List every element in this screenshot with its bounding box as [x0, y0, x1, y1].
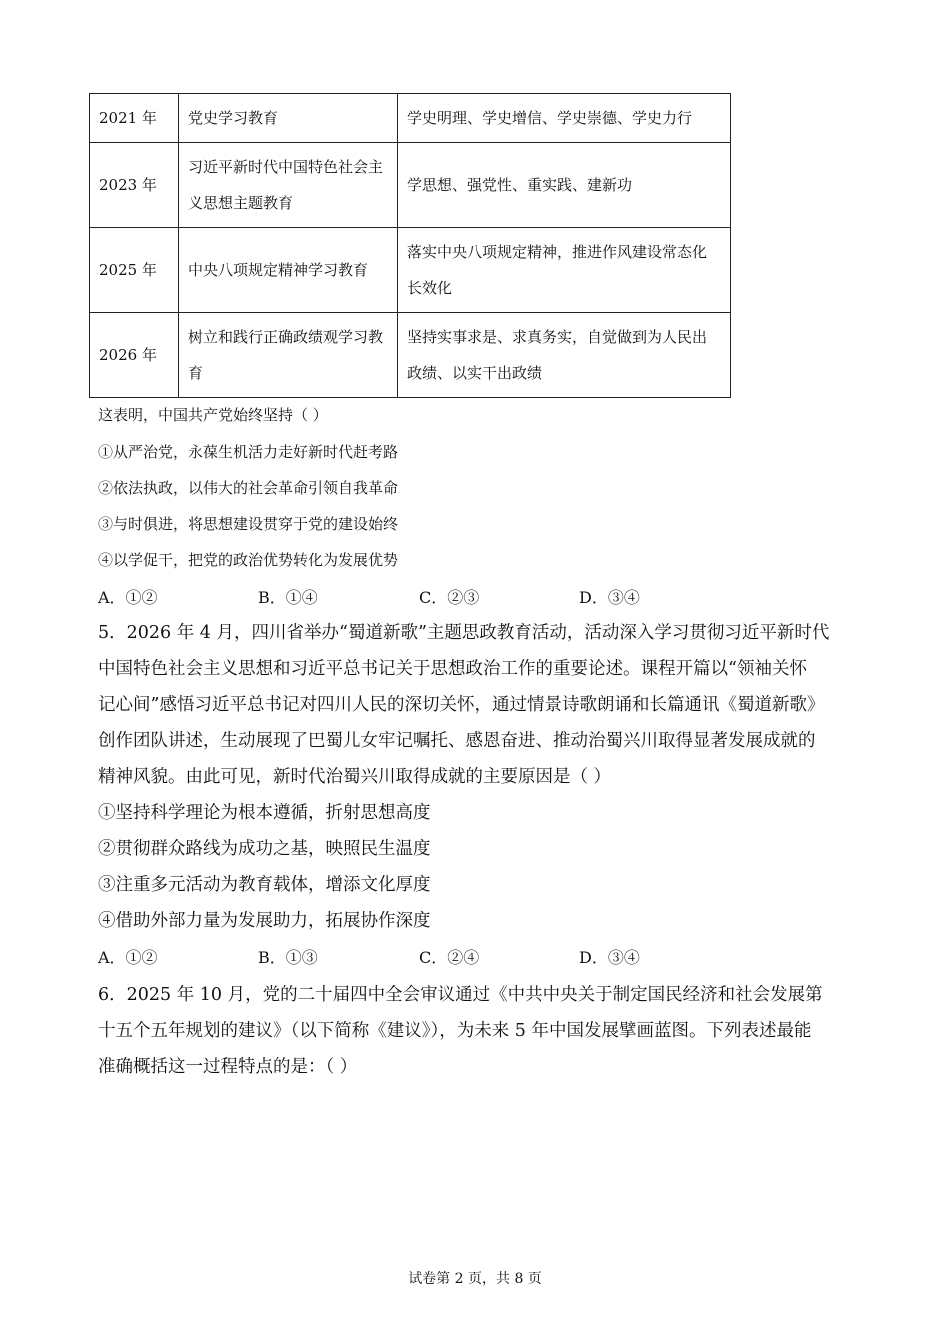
q5-text-line: 中国特色社会主义思想和习近平总书记关于思想政治工作的重要论述。课程开篇以“领袖关怀 [98, 659, 807, 679]
table-cell-year: 2026 年 [90, 313, 179, 398]
table-row [90, 143, 731, 228]
table-cell-year: 2021 年 [90, 94, 179, 143]
q5-text-line: 5．2026 年 4 月，四川省举办“蜀道新歌”主题思政教育活动，活动深入学习贯彻习近平新时代 [98, 623, 830, 643]
q4-option-b: B．①④ [258, 588, 318, 607]
q4-option-a: A．①② [98, 588, 158, 607]
q5-text-line: 创作团队讲述，生动展现了巴蜀儿女牢记嘱托、感恩奋进、推动治蜀兴川取得显著发展成就的 [98, 731, 816, 751]
q5-option-d: D．③④ [579, 948, 640, 967]
q6-text-line: 6．2025 年 10 月，党的二十届四中全会审议通过《中共中央关于制定国民经济和社会发展第 [98, 985, 823, 1005]
table-cell-name: 党史学习教育 [179, 94, 398, 143]
q5-item-3: ③注重多元活动为教育载体，增添文化厚度 [98, 875, 431, 895]
q4-stem: 这表明，中国共产党始终坚持（ ） [98, 406, 328, 424]
table-cell-year: 2025 年 [90, 228, 179, 313]
q4-item-3: ③与时俱进，将思想建设贯穿于党的建设始终 [98, 515, 399, 533]
page-footer: 试卷第 2 页，共 8 页 [408, 1271, 542, 1287]
q5-text-line: 精神风貌。由此可见，新时代治蜀兴川取得成就的主要原因是（ ） [98, 767, 612, 787]
q4-option-d: D．③④ [579, 588, 640, 607]
table-cell-year: 2023 年 [90, 143, 179, 228]
q5-item-2: ②贯彻群众路线为成功之基，映照民生温度 [98, 839, 431, 859]
q6-text-line: 十五个五年规划的建议》（以下简称《建议》），为未来 5 年中国发展擘画蓝图。下列表述最能 [98, 1021, 812, 1041]
q5-item-4: ④借助外部力量为发展助力，拓展协作深度 [98, 911, 431, 931]
q5-item-1: ①坚持科学理论为根本遵循，折射思想高度 [98, 803, 431, 823]
table-row [90, 313, 731, 398]
q5-option-b: B．①③ [258, 948, 318, 967]
table-cell-name: 中央八项规定精神学习教育 [179, 228, 398, 313]
q4-option-c: C．②③ [419, 588, 480, 607]
q4-item-4: ④以学促干，把党的政治优势转化为发展优势 [98, 551, 399, 569]
q5-text-line: 记心间”感悟习近平总书记对四川人民的深切关怀，通过情景诗歌朗诵和长篇通讯《蜀道新歌》 [98, 695, 825, 715]
q4-item-1: ①从严治党，永葆生机活力走好新时代赶考路 [98, 443, 399, 461]
q5-option-c: C．②④ [419, 948, 480, 967]
table-row [90, 94, 731, 143]
q4-item-2: ②依法执政，以伟大的社会革命引领自我革命 [98, 479, 399, 497]
q6-text-line: 准确概括这一过程特点的是：（ ） [98, 1057, 358, 1077]
table-cell-desc: 学思想、强党性、重实践、建新功 [398, 143, 731, 228]
table-cell-desc: 学史明理、学史增信、学史崇德、学史力行 [398, 94, 731, 143]
table-row [90, 228, 731, 313]
table-cell-name: 树立和践行正确政绩观学习教育 [179, 313, 398, 398]
table-cell-name: 习近平新时代中国特色社会主义思想主题教育 [179, 143, 398, 228]
table-cell-desc: 落实中央八项规定精神，推进作风建设常态化长效化 [398, 228, 731, 313]
table-cell-desc: 坚持实事求是、求真务实，自觉做到为人民出政绩、以实干出政绩 [398, 313, 731, 398]
education-table [89, 93, 731, 398]
q5-option-a: A．①② [98, 948, 158, 967]
